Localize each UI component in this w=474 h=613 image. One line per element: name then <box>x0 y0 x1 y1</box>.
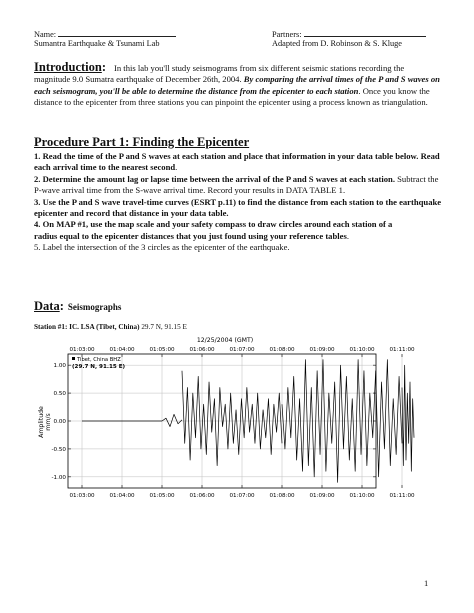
legend-swatch <box>72 357 75 360</box>
x-tick-label-bottom: 01:05:00 <box>149 493 175 499</box>
y-tick-label: -0.50 <box>51 446 66 453</box>
x-tick-label-bottom: 01:03:00 <box>69 493 95 499</box>
lab-title: Sumantra Earthquake & Tsunami Lab <box>34 39 160 48</box>
data-heading <box>34 297 121 315</box>
intro-text-2: . Once you know the distance to the epicenter from three stations you can pinpoint the epicenter using a process known as triangulation. <box>34 85 430 108</box>
y-tick-label: 0.50 <box>53 391 66 398</box>
procedure-step-4 <box>34 219 442 230</box>
seismograph-chart <box>34 334 415 510</box>
y-tick-label: 1.00 <box>53 363 66 370</box>
step-2-normal: Subtract the P-wave arrival time from the S-wave arrival time. Record your results in DATA TABLE 1. <box>34 173 439 196</box>
step-2-bold: 2. Determine the amount lag or lapse time between the arrival of the P and S waves at each station. <box>34 173 395 184</box>
x-tick-label-top: 01:05:00 <box>149 347 175 353</box>
partners-label: Partners: <box>272 30 302 39</box>
name-label: Name: <box>34 30 57 39</box>
step-4-cont-bold: radius equal to the epicenter distances that you just found using your reference tables <box>34 230 347 241</box>
procedure-step-2 <box>34 174 442 197</box>
step-5-normal: 5. Label the intersection of the 3 circles as the epicenter of the earthquake. <box>34 242 290 253</box>
procedure-steps <box>34 151 442 254</box>
step-1-bold: 1. Read the time of the P and S waves at each station and place that information in your data table below. Read each arrival time to the nearest second <box>34 151 440 173</box>
procedure-step-4-cont <box>34 231 442 242</box>
y-tick-label: -1.00 <box>51 474 66 481</box>
x-tick-label-bottom: 01:08:00 <box>269 493 295 499</box>
partners-blank[interactable] <box>304 28 426 37</box>
y-tick-label: 0.00 <box>53 419 66 425</box>
station-name: IC. LSA (Tibet, China) <box>69 323 140 331</box>
chart-title: 12/25/2004 (GMT) <box>196 337 254 344</box>
intro-paragraph <box>34 63 442 109</box>
procedure-heading-text: Procedure Part 1: Finding the Epicenter <box>34 135 250 149</box>
intro-text-1: In this lab you'll study seismograms from six different seismic stations recording the magnitude 9.0 Sumatra earthquake of December 26th, 2004. <box>34 63 405 85</box>
x-tick-label-top: 01:10:00 <box>349 347 375 353</box>
adapted-credit: Adapted from D. Robinson & S. Kluge <box>272 39 402 48</box>
x-tick-label-top: 01:09:00 <box>309 347 335 353</box>
procedure-step-3 <box>34 197 442 220</box>
x-tick-label-top: 01:08:00 <box>269 347 295 353</box>
x-tick-label-top: 01:06:00 <box>189 347 215 353</box>
x-tick-label-bottom: 01:09:00 <box>309 493 335 499</box>
legend-line-1: Tibet, China BHZ <box>77 357 121 363</box>
x-tick-label-top: 01:11:00 <box>389 347 415 353</box>
name-blank[interactable] <box>58 28 176 37</box>
data-subheading: Seismographs <box>67 302 122 312</box>
procedure-heading <box>34 135 249 150</box>
station-coords: 29.7 N, 91.15 E <box>141 323 187 331</box>
y-axis-label-1: Amplitude <box>38 406 45 438</box>
y-axis-label-2: mm/s <box>45 413 52 431</box>
step-4-cont-normal: . <box>346 230 349 241</box>
data-colon: : <box>59 299 64 313</box>
x-tick-label-bottom: 01:11:00 <box>389 493 415 499</box>
intro-text-emphasis: By comparing the arrival times of the P and S waves on each seismogram, you'll be able to determine the distance from the epicenter to each station <box>34 74 440 96</box>
data-heading-text: Data <box>34 299 60 313</box>
x-tick-label-bottom: 01:07:00 <box>229 493 255 499</box>
legend-line-2: (29.7 N, 91.15 E) <box>72 364 126 370</box>
x-tick-label-top: 01:03:00 <box>69 347 95 353</box>
trace-segment <box>402 365 414 471</box>
intro-heading-text: Introduction <box>34 60 102 74</box>
step-1-normal: . <box>175 162 178 173</box>
x-tick-label-bottom: 01:04:00 <box>109 493 135 499</box>
station-number: Station #1: <box>34 323 68 331</box>
x-tick-label-top: 01:07:00 <box>229 347 255 353</box>
procedure-step-1 <box>34 151 442 174</box>
page-number: 1 <box>424 578 429 588</box>
step-3-bold: 3. Use the P and S wave travel-time curves (ESRT p.11) to find the distance from each station to the earthquake epicenter and record that distance in your data table. <box>34 196 442 219</box>
step-4-bold: 4. On MAP #1, use the map scale and your safety compass to draw circles around each station of a <box>34 219 393 230</box>
procedure-step-5 <box>34 242 442 253</box>
x-tick-label-bottom: 01:10:00 <box>349 493 375 499</box>
x-tick-label-top: 01:04:00 <box>109 347 135 353</box>
x-tick-label-bottom: 01:06:00 <box>189 493 215 499</box>
chart-legend <box>72 357 126 370</box>
station-label-line <box>34 323 187 331</box>
intro-colon: : <box>101 60 107 74</box>
